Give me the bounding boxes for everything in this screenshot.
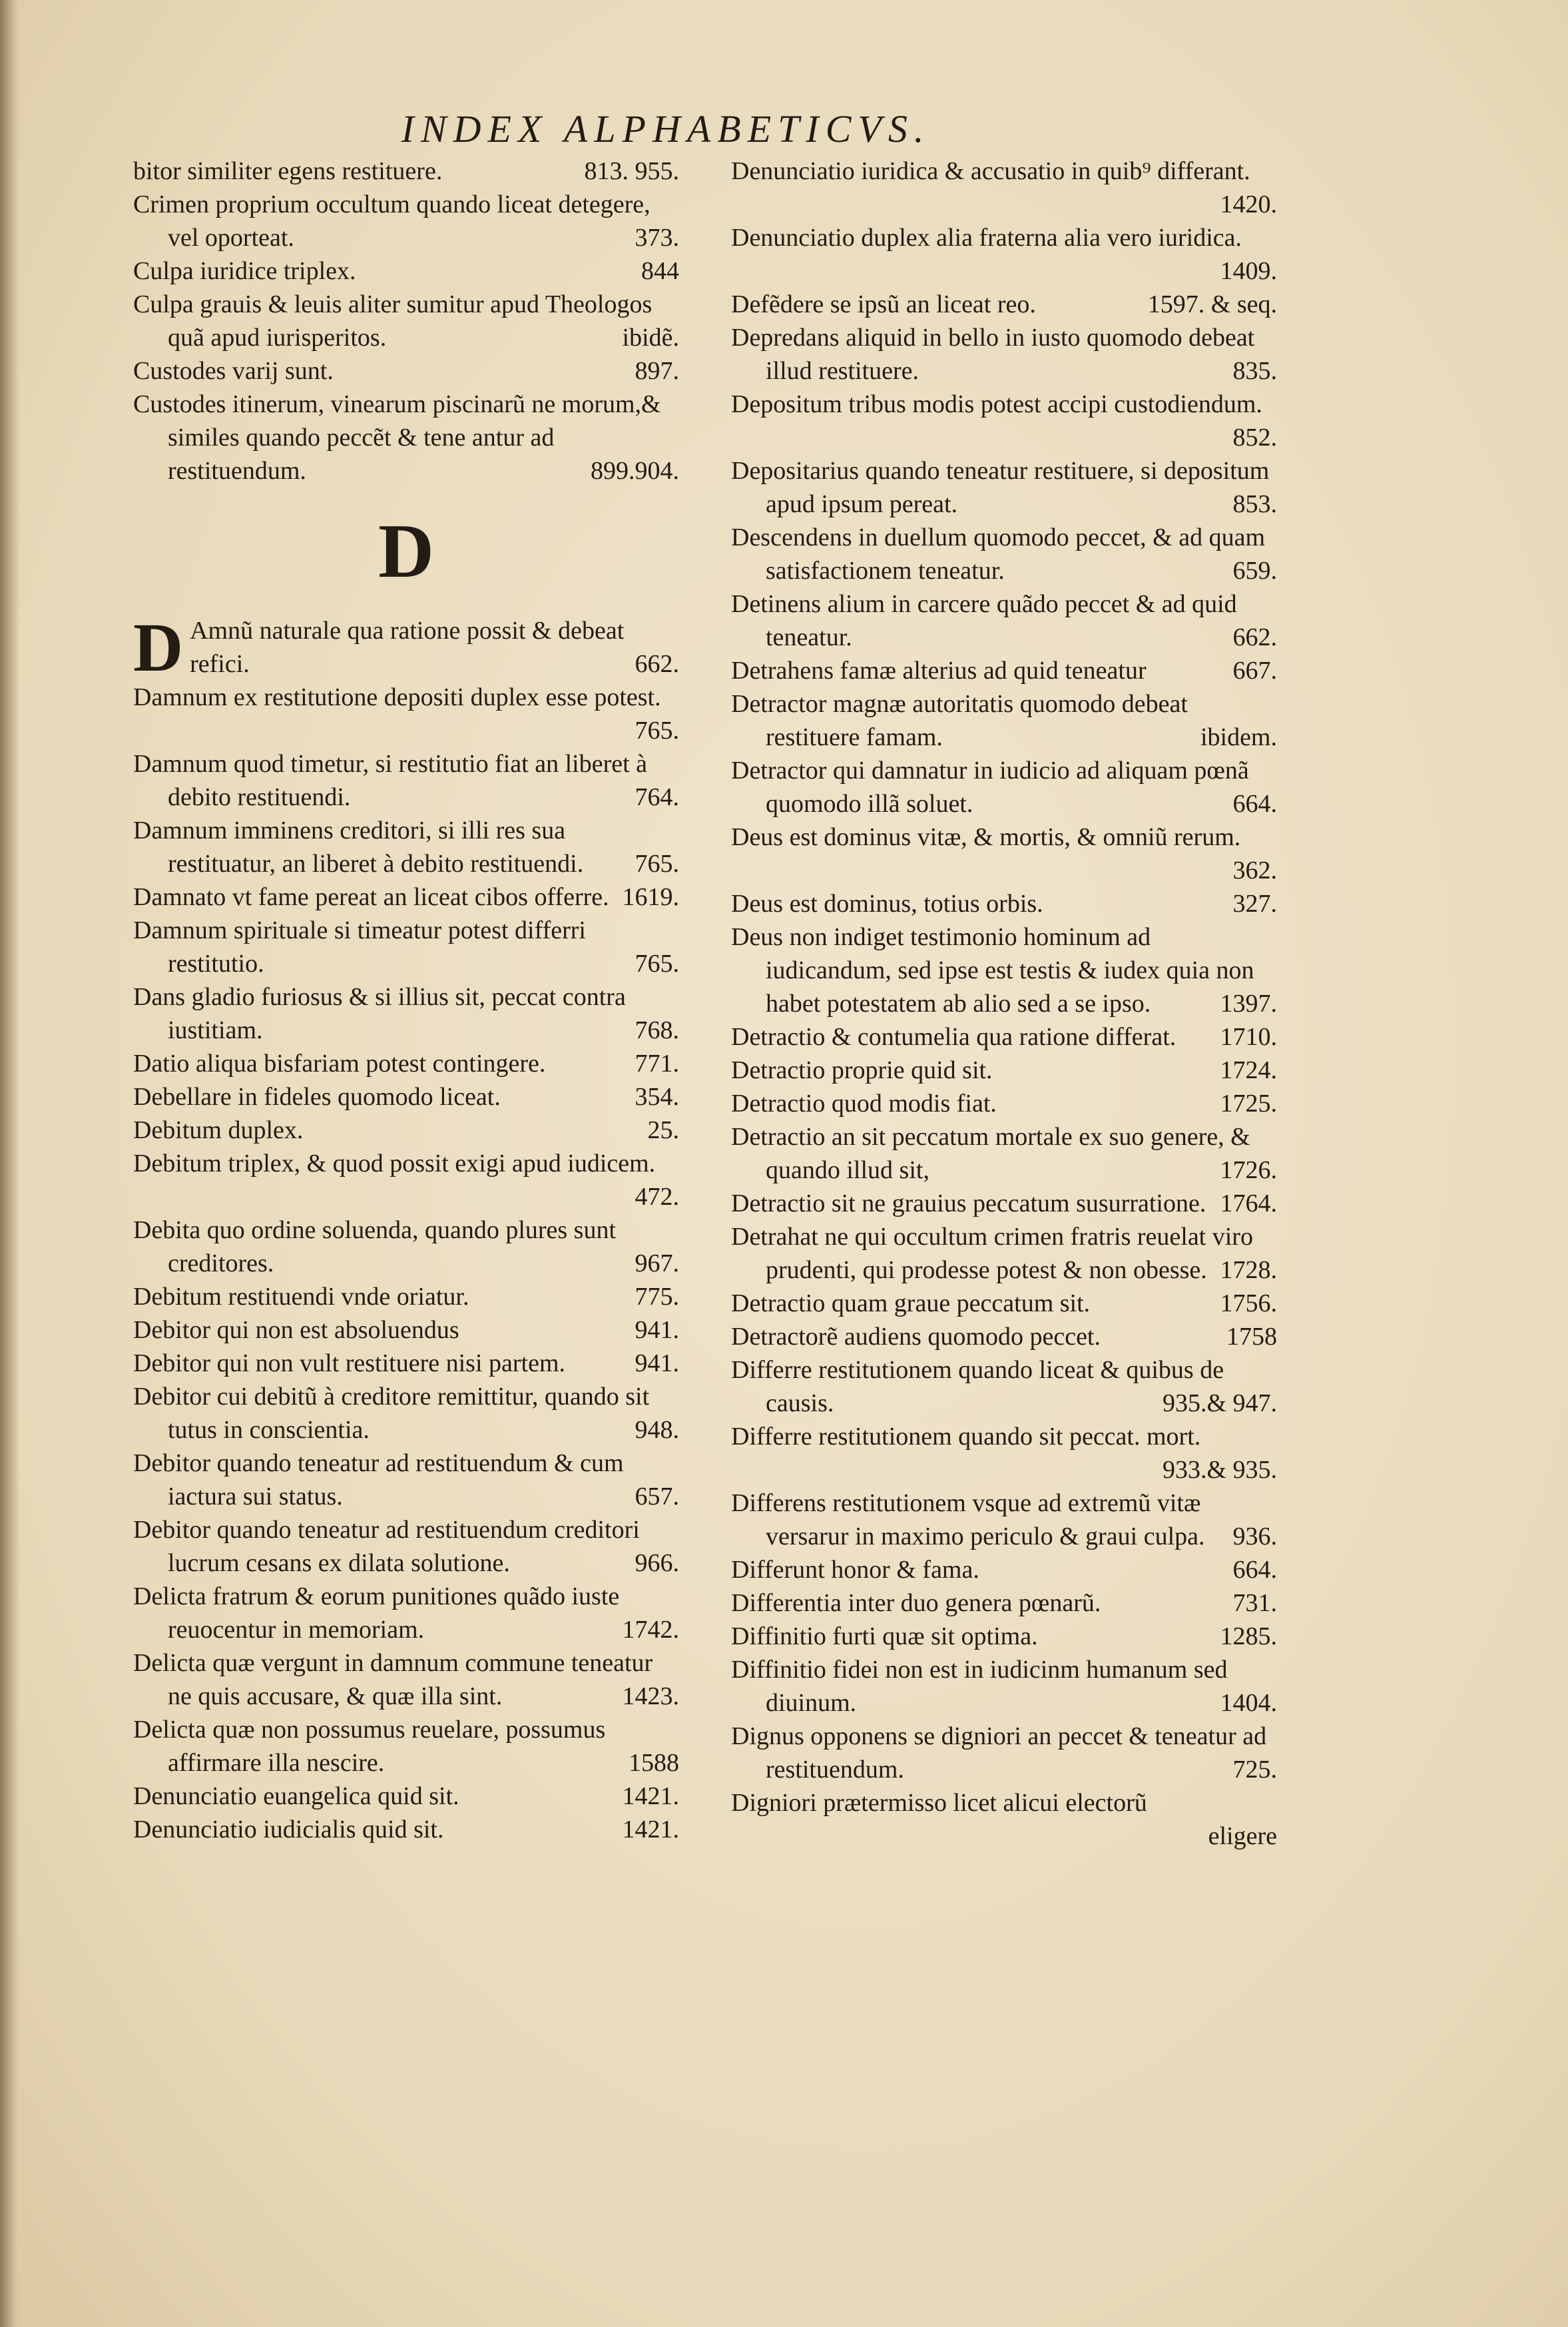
index-entry <box>133 188 679 254</box>
entry-page-ref: 835. <box>1232 357 1277 385</box>
left-column <box>133 155 679 1846</box>
entry-text: Detractor magnæ autoritatis quomodo debeat restituere famam. <box>731 690 1188 751</box>
entry-text: Detractio sit ne grauius peccatum susurratione. <box>731 1189 1206 1217</box>
index-entry <box>133 1713 679 1780</box>
entry-page-ref: 941. <box>635 1316 679 1344</box>
entry-text: Denunciatio iudicialis quid sit. <box>133 1816 444 1843</box>
index-entry <box>731 321 1277 388</box>
entry-page-ref: 1764. <box>1220 1189 1277 1217</box>
entry-page-ref: 472. <box>635 1183 679 1211</box>
entry-text: bitor similiter egens restituere. <box>133 157 443 185</box>
entry-text: Detractio quam graue peccatum sit. <box>731 1289 1091 1317</box>
index-entry <box>731 454 1277 521</box>
entry-page-ref: 1404. <box>1220 1689 1277 1717</box>
index-entry <box>731 1187 1277 1220</box>
entry-page-ref: 967. <box>635 1249 679 1277</box>
right-entries <box>731 155 1277 1820</box>
entry-page-ref: 768. <box>635 1016 679 1044</box>
entries-after-letter <box>133 681 679 1846</box>
entry-text: Detinens alium in carcere quãdo peccet & ad quid teneatur. <box>731 590 1237 651</box>
entry-page-ref: 771. <box>635 1050 679 1078</box>
entry-page-ref: 1724. <box>1220 1056 1277 1084</box>
index-entry <box>731 887 1277 920</box>
entry-text: Delicta fratrum & eorum punitiones quãdo iuste reuocentur in memoriam. <box>133 1582 620 1644</box>
entry-page-ref: 1710. <box>1220 1023 1277 1051</box>
entry-text: Debitum triplex, & quod possit exigi apud iudicem. <box>133 1150 656 1177</box>
entry-page-ref: 764. <box>635 783 679 811</box>
entry-page-ref: 664. <box>1232 1556 1277 1584</box>
entry-text: Differunt honor & fama. <box>731 1556 979 1584</box>
index-entry <box>731 1054 1277 1087</box>
entry-text: Debitor qui non est absoluendus <box>133 1316 459 1344</box>
entry-page-ref: 662. <box>635 650 679 678</box>
entry-page-ref: 1421. <box>622 1782 679 1810</box>
entry-page-ref: 1397. <box>1220 990 1277 1018</box>
entry-text: Digniori prætermisso licet alicui electorũ <box>731 1789 1147 1817</box>
index-entry <box>133 388 679 488</box>
index-entry <box>133 814 679 880</box>
entry-page-ref: 1423. <box>622 1682 679 1710</box>
index-entry <box>133 1347 679 1380</box>
entry-text: Diffinitio fidei non est in iudicinm humanum sed diuinum. <box>731 1656 1228 1717</box>
entries-before-letter <box>133 155 679 488</box>
index-entry <box>133 1080 679 1114</box>
entry-page-ref: 948. <box>635 1416 679 1444</box>
entry-page-ref: 813. 955. <box>584 157 679 185</box>
index-entry <box>731 654 1277 687</box>
entry-page-ref: 852. <box>1232 424 1277 452</box>
entry-page-ref: 765. <box>635 850 679 878</box>
entry-text: Deus est dominus, totius orbis. <box>731 890 1043 918</box>
entry-page-ref: 966. <box>635 1549 679 1577</box>
first-entry <box>133 609 679 686</box>
index-entry <box>731 521 1277 587</box>
entry-text: Detractio & contumelia qua ratione differat. <box>731 1023 1176 1051</box>
index-entry <box>731 388 1277 454</box>
entry-text: Depositum tribus modis potest accipi custodiendum. <box>731 390 1262 418</box>
entry-text: Denunciatio iuridica & accusatio in quib⁹ differant. <box>731 157 1250 185</box>
entry-page-ref: 1588 <box>629 1749 679 1777</box>
entry-page-ref: 775. <box>635 1283 679 1311</box>
entry-text: Denunciatio duplex alia fraterna alia vero iuridica. <box>731 224 1242 252</box>
entry-text: Amnũ naturale qua ratione possit & debeat refici. <box>190 617 625 678</box>
index-entry <box>731 687 1277 754</box>
entry-page-ref: 1420. <box>1220 190 1277 218</box>
entry-text: Descendens in duellum quomodo peccet, & ad quam satisfactionem teneatur. <box>731 523 1266 585</box>
index-entry <box>731 155 1277 221</box>
entry-page-ref: 725. <box>1232 1756 1277 1784</box>
index-entry <box>731 587 1277 654</box>
index-entry <box>133 1114 679 1147</box>
entry-text: Damnato vt fame pereat an liceat cibos offerre. <box>133 883 609 911</box>
drop-initial: D <box>133 609 184 686</box>
entry-text: Denunciatio euangelica quid sit. <box>133 1782 459 1810</box>
entry-text: Debitor quando teneatur ad restituendum & cum iactura sui status. <box>133 1449 624 1510</box>
index-entry <box>133 1147 679 1213</box>
index-entry <box>731 1353 1277 1420</box>
index-entry <box>133 1580 679 1646</box>
index-entry <box>731 221 1277 288</box>
entry-page-ref: 327. <box>1232 890 1277 918</box>
entry-text: Debellare in fideles quomodo liceat. <box>133 1083 501 1111</box>
entry-page-ref: 1285. <box>1220 1622 1277 1650</box>
entry-page-ref: 941. <box>635 1349 679 1377</box>
index-entry <box>133 155 679 188</box>
section-letter: D <box>378 509 434 594</box>
entry-text: Deus non indiget testimonio hominum ad iudicandum, sed ipse est testis & iudex quia non habet potestatem ab alio sed a se ipso. <box>731 923 1254 1018</box>
entry-text: Detractio an sit peccatum mortale ex suo genere, & quando illud sit, <box>731 1123 1250 1184</box>
entry-page-ref: 662. <box>1232 623 1277 651</box>
entry-text: Delicta quæ vergunt in damnum commune teneatur ne quis accusare, & quæ illa sint. <box>133 1649 653 1710</box>
index-entry <box>731 1586 1277 1620</box>
index-entry <box>731 754 1277 821</box>
index-entry <box>731 1420 1277 1487</box>
index-entry <box>133 914 679 980</box>
entry-text: Differens restitutionem vsque ad extremũ vitæ versarur in maximo periculo & graui culpa. <box>731 1489 1205 1550</box>
entry-page-ref: 354. <box>635 1083 679 1111</box>
index-entry <box>731 821 1277 887</box>
entry-page-ref: 25. <box>647 1116 679 1144</box>
entry-page-ref: 1597. & seq. <box>1147 290 1277 318</box>
entry-page-ref: 899.904. <box>591 457 679 485</box>
index-entry <box>133 681 679 747</box>
entry-text: Detractorẽ audiens quomodo peccet. <box>731 1323 1101 1351</box>
entry-text: Detrahens famæ alterius ad quid teneatur <box>731 657 1147 685</box>
entry-text: Deus est dominus vitæ, & mortis, & omniũ rerum. <box>731 823 1241 851</box>
index-entry <box>133 1813 679 1846</box>
entry-page-ref: ibidẽ. <box>622 324 679 352</box>
entry-text: Defẽdere se ipsũ an liceat reo. <box>731 290 1036 318</box>
entry-page-ref: 936. <box>1232 1522 1277 1550</box>
entry-page-ref: 1619. <box>622 883 679 911</box>
entry-page-ref: 1742. <box>622 1616 679 1644</box>
index-entry <box>731 1120 1277 1187</box>
entry-text: Differre restitutionem quando sit peccat. mort. <box>731 1423 1201 1451</box>
index-entry <box>731 1786 1277 1820</box>
index-entry <box>133 1380 679 1447</box>
entry-page-ref: 1421. <box>622 1816 679 1843</box>
entry-text: Damnum ex restitutione depositi duplex esse potest. <box>133 683 661 711</box>
entry-page-ref: 373. <box>635 224 679 252</box>
entry-text: Diffinitio furti quæ sit optima. <box>731 1622 1038 1650</box>
entry-page-ref: 933.& 935. <box>1162 1456 1277 1484</box>
entry-page-ref: 731. <box>1232 1589 1277 1617</box>
index-entry <box>133 980 679 1047</box>
entry-text: Culpa grauis & leuis aliter sumitur apud Theologos quã apud iurisperitos. <box>133 290 653 352</box>
index-entry <box>133 1213 679 1280</box>
entry-text: Debitor qui non vult restituere nisi partem. <box>133 1349 566 1377</box>
index-entry <box>731 920 1277 1020</box>
index-entry <box>731 1087 1277 1120</box>
entry-page-ref: ibidem. <box>1200 723 1277 751</box>
entry-text: Dans gladio furiosus & si illius sit, peccat contra iustitiam. <box>133 983 626 1044</box>
entry-text: Dignus opponens se digniori an peccet & teneatur ad restituendum. <box>731 1722 1267 1784</box>
entry-page-ref: 1725. <box>1220 1090 1277 1118</box>
entry-text: Depredans aliquid in bello in iusto quomodo debeat illud restituere. <box>731 324 1255 385</box>
right-column <box>731 155 1277 1853</box>
entry-text: Culpa iuridice triplex. <box>133 257 356 285</box>
entry-text: Delicta quæ non possumus reuelare, possumus affirmare illa nescire. <box>133 1716 606 1777</box>
index-entry <box>731 1653 1277 1720</box>
index-entry <box>731 1620 1277 1653</box>
entry-page-ref: 1728. <box>1220 1256 1277 1284</box>
entry-text: Damnum spirituale si timeatur potest differri restitutio. <box>133 916 586 978</box>
index-entry <box>133 1646 679 1713</box>
entry-page-ref: 362. <box>1232 856 1277 884</box>
entry-text: Differre restitutionem quando liceat & quibus de causis. <box>731 1356 1224 1417</box>
entry-text: Custodes varij sunt. <box>133 357 334 385</box>
binding-gutter <box>0 0 20 2327</box>
index-entry <box>133 1447 679 1513</box>
index-entry <box>731 1487 1277 1553</box>
entry-text: Damnum imminens creditori, si illi res sua restituatur, an liberet à debito restituendi. <box>133 817 584 878</box>
entry-text: Crimen proprium occultum quando liceat detegere, vel oporteat. <box>133 190 651 252</box>
catchword: eligere <box>1208 1822 1277 1850</box>
entry-text: Custodes itinerum, vinearum piscinarũ ne morum,& similes quando peccẽt & tene antur ad restituendum. <box>133 390 661 485</box>
entry-text: Debita quo ordine soluenda, quando plures sunt creditores. <box>133 1216 617 1277</box>
index-entry <box>731 1720 1277 1786</box>
index-entry <box>731 1220 1277 1287</box>
entry-text: Debitor quando teneatur ad restituendum creditori lucrum cesans ex dilata solutione. <box>133 1516 640 1577</box>
entry-page-ref: 1409. <box>1220 257 1277 285</box>
index-entry <box>731 1320 1277 1353</box>
index-entry <box>731 1553 1277 1586</box>
entry-text: Detractio quod modis fiat. <box>731 1090 997 1118</box>
entry-text: Detractor qui damnatur in iudicio ad aliquam pœnã quomodo illã soluet. <box>731 757 1249 818</box>
index-entry <box>133 354 679 388</box>
entry-page-ref: 1758 <box>1226 1323 1277 1351</box>
entry-page-ref: 844 <box>641 257 679 285</box>
index-entry <box>133 880 679 914</box>
entry-text: Debitum duplex. <box>133 1116 304 1144</box>
index-entry <box>133 1047 679 1080</box>
index-entry <box>731 1020 1277 1054</box>
entry-text: Datio aliqua bisfariam potest contingere. <box>133 1050 546 1078</box>
entry-page-ref: 667. <box>1232 657 1277 685</box>
entry-text: Detractio proprie quid sit. <box>731 1056 993 1084</box>
entry-text: Debitum restituendi vnde oriatur. <box>133 1283 469 1311</box>
entry-page-ref: 1726. <box>1220 1156 1277 1184</box>
entry-page-ref: 935.& 947. <box>1162 1389 1277 1417</box>
index-entry <box>133 747 679 814</box>
entry-text: Differentia inter duo genera pœnarũ. <box>731 1589 1101 1617</box>
entry-text: Damnum quod timetur, si restitutio fiat an liberet à debito restituendi. <box>133 750 648 811</box>
index-entry <box>133 1313 679 1347</box>
index-entry <box>133 288 679 354</box>
entry-page-ref: 664. <box>1232 790 1277 818</box>
entry-page-ref: 659. <box>1232 557 1277 585</box>
entry-page-ref: 897. <box>635 357 679 385</box>
index-entry <box>731 1287 1277 1320</box>
entry-page-ref: 853. <box>1232 490 1277 518</box>
entry-text: Depositarius quando teneatur restituere, si depositum apud ipsum pereat. <box>731 457 1270 518</box>
entry-page-ref: 1756. <box>1220 1289 1277 1317</box>
entry-text: Detrahat ne qui occultum crimen fratris reuelat viro prudenti, qui prodesse potest & non obesse. <box>731 1223 1253 1284</box>
index-entry <box>133 1513 679 1580</box>
index-entry <box>731 288 1277 321</box>
index-entry <box>133 1780 679 1813</box>
entry-page-ref: 657. <box>635 1483 679 1510</box>
entry-page-ref: 765. <box>635 717 679 745</box>
entry-text: Debitor cui debitũ à creditore remittitur, quando sit tutus in conscientia. <box>133 1383 650 1444</box>
index-entry <box>133 254 679 288</box>
running-head: INDEX ALPHABETICVS. <box>401 107 931 151</box>
index-entry <box>133 1280 679 1313</box>
entry-page-ref: 765. <box>635 950 679 978</box>
